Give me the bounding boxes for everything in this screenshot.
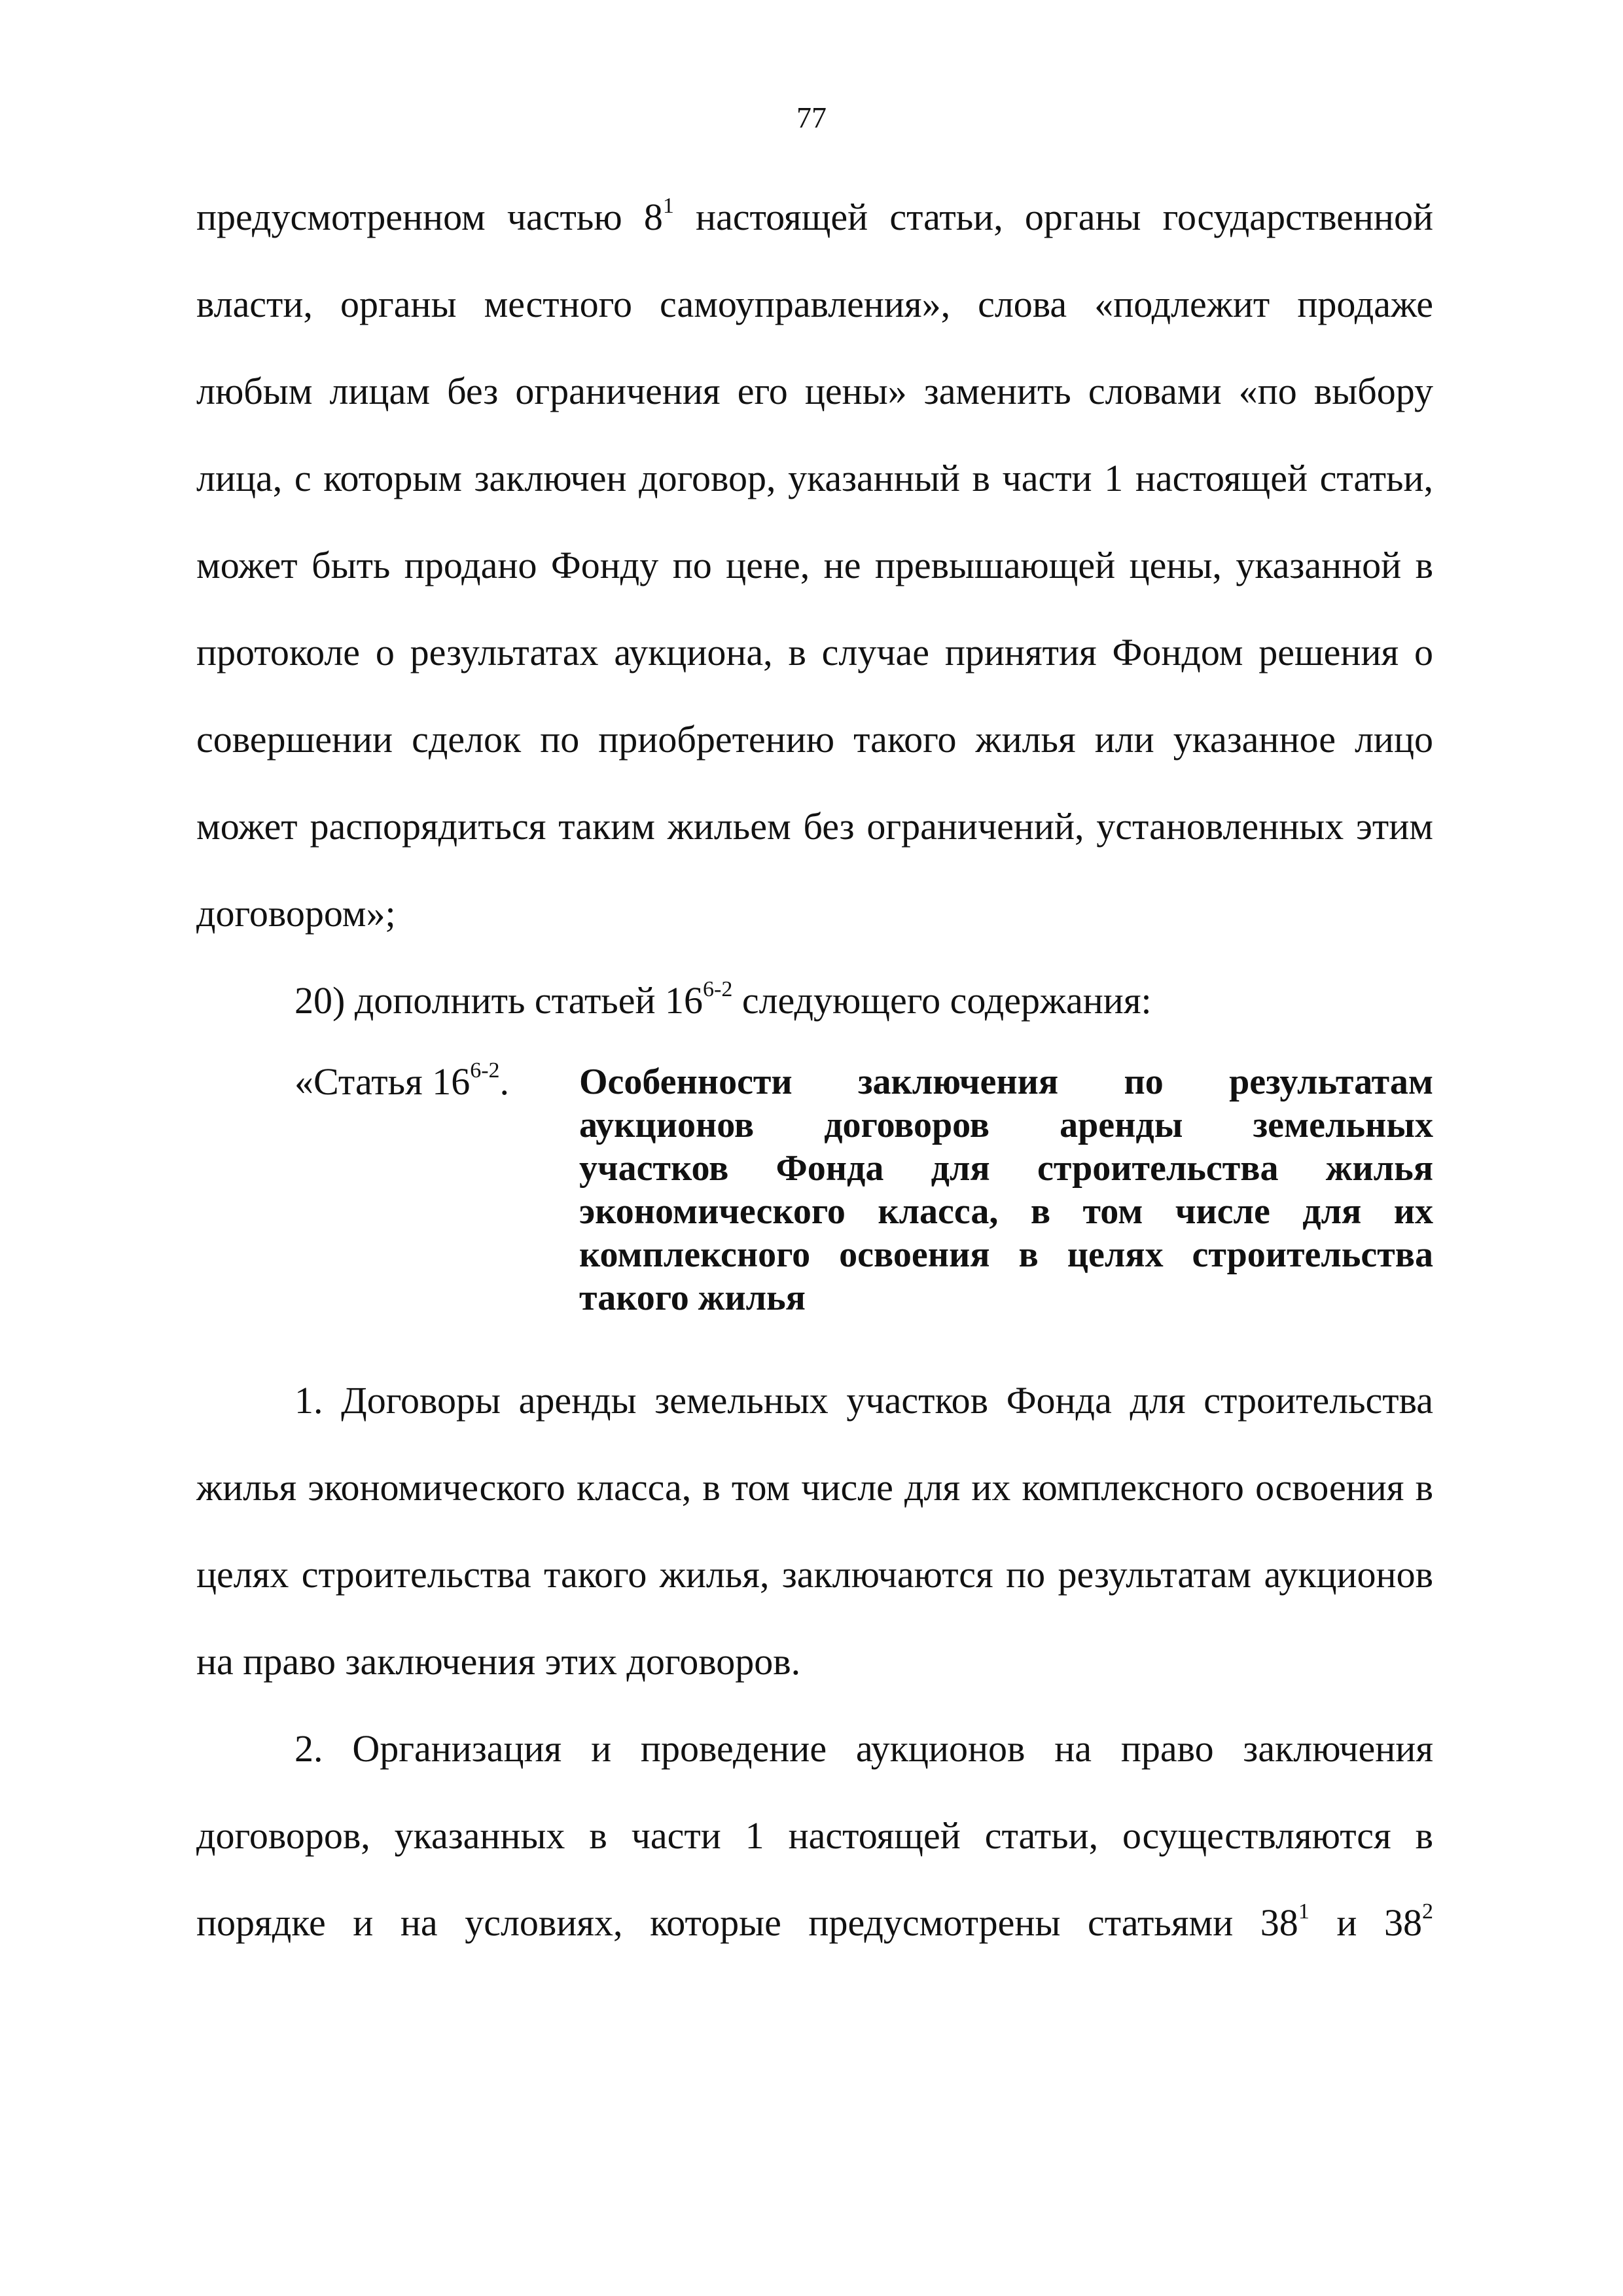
page-number: 77 [796,101,827,134]
text-line: лица, с которым заключен договор, указанный в части 1 настоящей статьи, [196,457,1433,499]
text-line: предусмотренном частью $8^1$ настоящей статьи, органы государственной [196,194,1433,238]
title-line: участков Фонда для строительства жилья [579,1148,1433,1189]
text-line: 2. Организация и проведение аукционов на право заключения [294,1727,1433,1770]
text-line: на право заключения этих договоров. [196,1640,801,1683]
text-line: власти, органы местного самоуправления», слова «подлежит продаже [196,283,1433,325]
title-line: комплексного освоения в целях строительства [579,1234,1433,1275]
title-line: Особенности заключения по результатам [579,1062,1433,1102]
text-line: совершении сделок по приобретению такого жилья или указанное лицо [196,718,1433,761]
title-line: такого жилья [579,1278,806,1318]
article-title [579,1060,1433,1319]
text-line: 1. Договоры аренды земельных участков Фонда для строительства [294,1379,1433,1422]
text-line: может распорядиться таким жильем без ограничений, установленных этим [196,805,1433,848]
text-line: порядке и на условиях, которые предусмотрены статьями $38^1$ и $38^2$ [196,1899,1433,1944]
text-line: жилья экономического класса, в том числе для их комплексного освоения в [196,1466,1433,1509]
text-line: протоколе о результатах аукциона, в случае принятия Фондом решения о [196,631,1433,673]
text-line: договоров, указанных в части 1 настоящей статьи, осуществляются в [196,1814,1433,1857]
article-label: «Статья 16$^{6-2}$. [294,1058,510,1103]
text-line: может быть продано Фонду по цене, не превышающей цены, указанной в [196,544,1433,586]
text-line: договором»; [196,892,396,935]
text-line: целях строительства такого жилья, заключаются по результатам аукционов [196,1553,1433,1596]
text-line: любым лицам без ограничения его цены» заменить словами «по выбору [196,370,1433,412]
title-line: аукционов договоров аренды земельных [579,1105,1433,1145]
title-line: экономического класса, в том числе для их [579,1191,1433,1232]
amendment-item: 20) дополнить статьей 16$^{6-2}$ следующего содержания: [294,977,1152,1022]
